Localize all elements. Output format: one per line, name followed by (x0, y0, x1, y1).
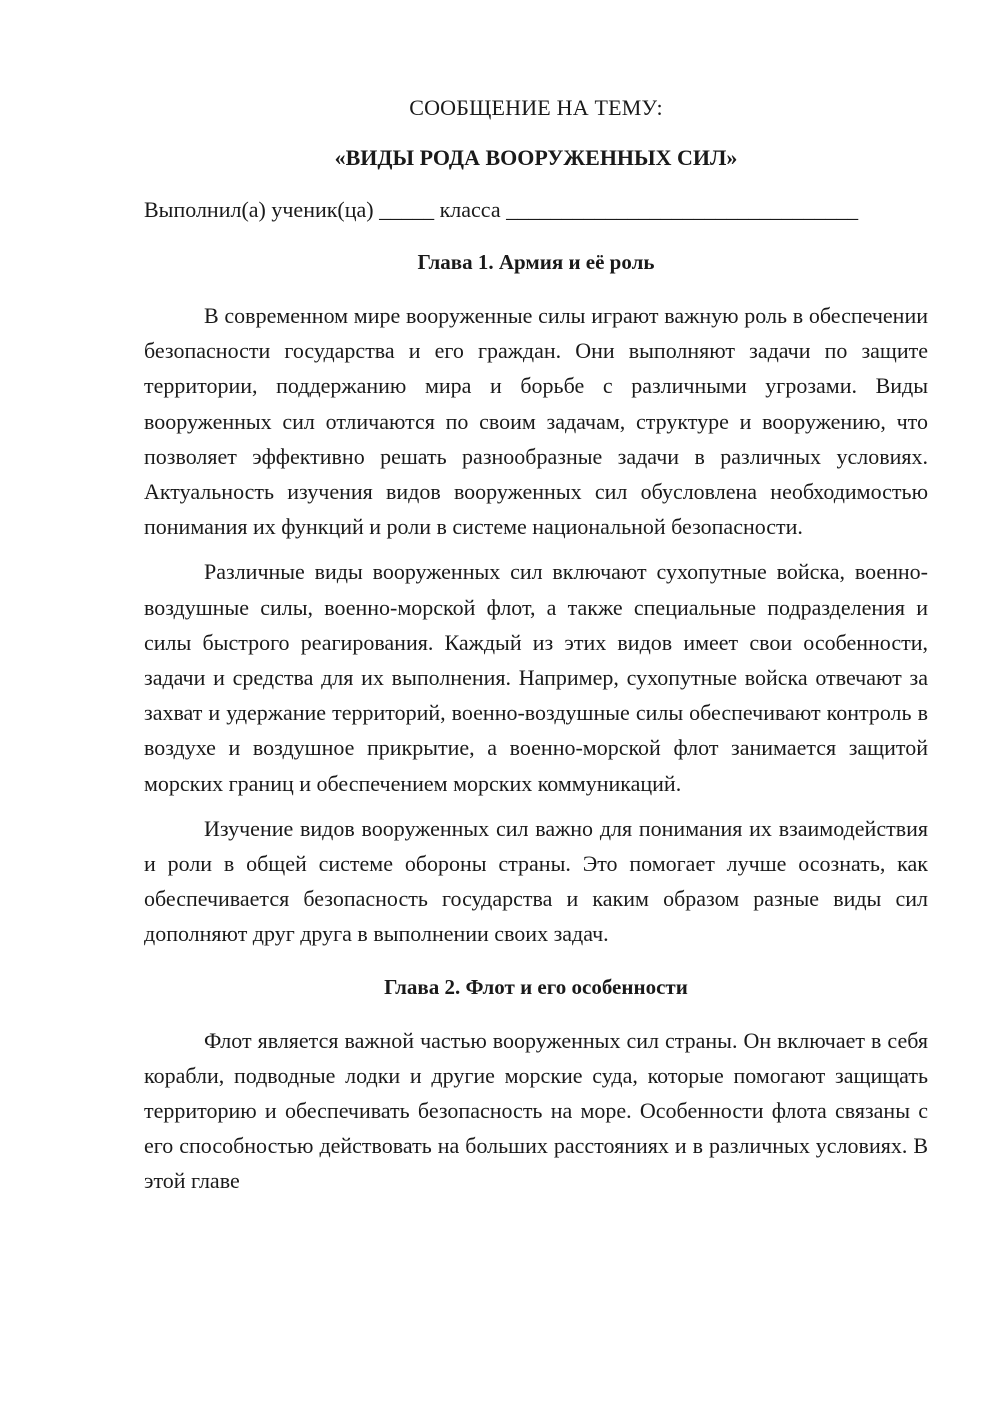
document-title-line-1: СООБЩЕНИЕ НА ТЕМУ: (409, 95, 663, 120)
chapter-1-paragraph-3: Изучение видов вооруженных сил важно для понимания их взаимодействия и роли в общей системе обороны страны. Это помогает лучше осознать, как обеспечивается безопасность государства и каким образом разные виды сил дополняют друг друга в выполнении своих задач. (144, 815, 928, 947)
chapter-1-heading: Глава 1. Армия и её роль (417, 250, 655, 274)
document-page (144, 90, 928, 1199)
chapter-1-paragraph-2: Различные виды вооруженных сил включают сухопутные войска, военно-воздушные силы, военно-морской флот, а также специальные подразделения и силы быстрого реагирования. Каждый из этих видов имеет свои особенности, задачи и средства для их выполнения. Например, сухопутные войска отвечают за захват и удержание территорий, военно-воздушные силы обеспечивают контроль в воздухе и воздушное прикрытие, а военно-морской флот занимается защитой морских границ и обеспечением морских коммуникаций. (144, 559, 928, 796)
chapter-2 (144, 972, 928, 1199)
chapter-1-paragraph-1: В современном мире вооруженные силы играют важную роль в обеспечении безопасности государства и его граждан. Они выполняют задачи по защите территории, поддержанию мира и борьбе с различными угрозами. Виды вооруженных сил отличаются по своим задачам, структуре и вооружению, что позволяет эффективно решать разнообразные задачи в различных условиях. Актуальность изучения видов вооруженных сил обусловлена необходимостью понимания их функций и роли в системе национальной безопасности. (144, 303, 928, 540)
author-line: Выполнил(а) ученик(ца) _____ класса ________________________________ (144, 197, 859, 222)
document-title-line-2: «ВИДЫ РОДА ВООРУЖЕННЫХ СИЛ» (334, 145, 738, 170)
chapter-2-paragraph-1: Флот является важной частью вооруженных сил страны. Он включает в себя корабли, подводные лодки и другие морские суда, которые помогают защищать территорию и обеспечивать безопасность на море. Особенности флота связаны с его способностью действовать на больших расстояниях и в различных условиях. В этой главе (144, 1027, 928, 1194)
chapter-2-heading: Глава 2. Флот и его особенности (384, 974, 688, 999)
chapter-1 (144, 247, 928, 952)
